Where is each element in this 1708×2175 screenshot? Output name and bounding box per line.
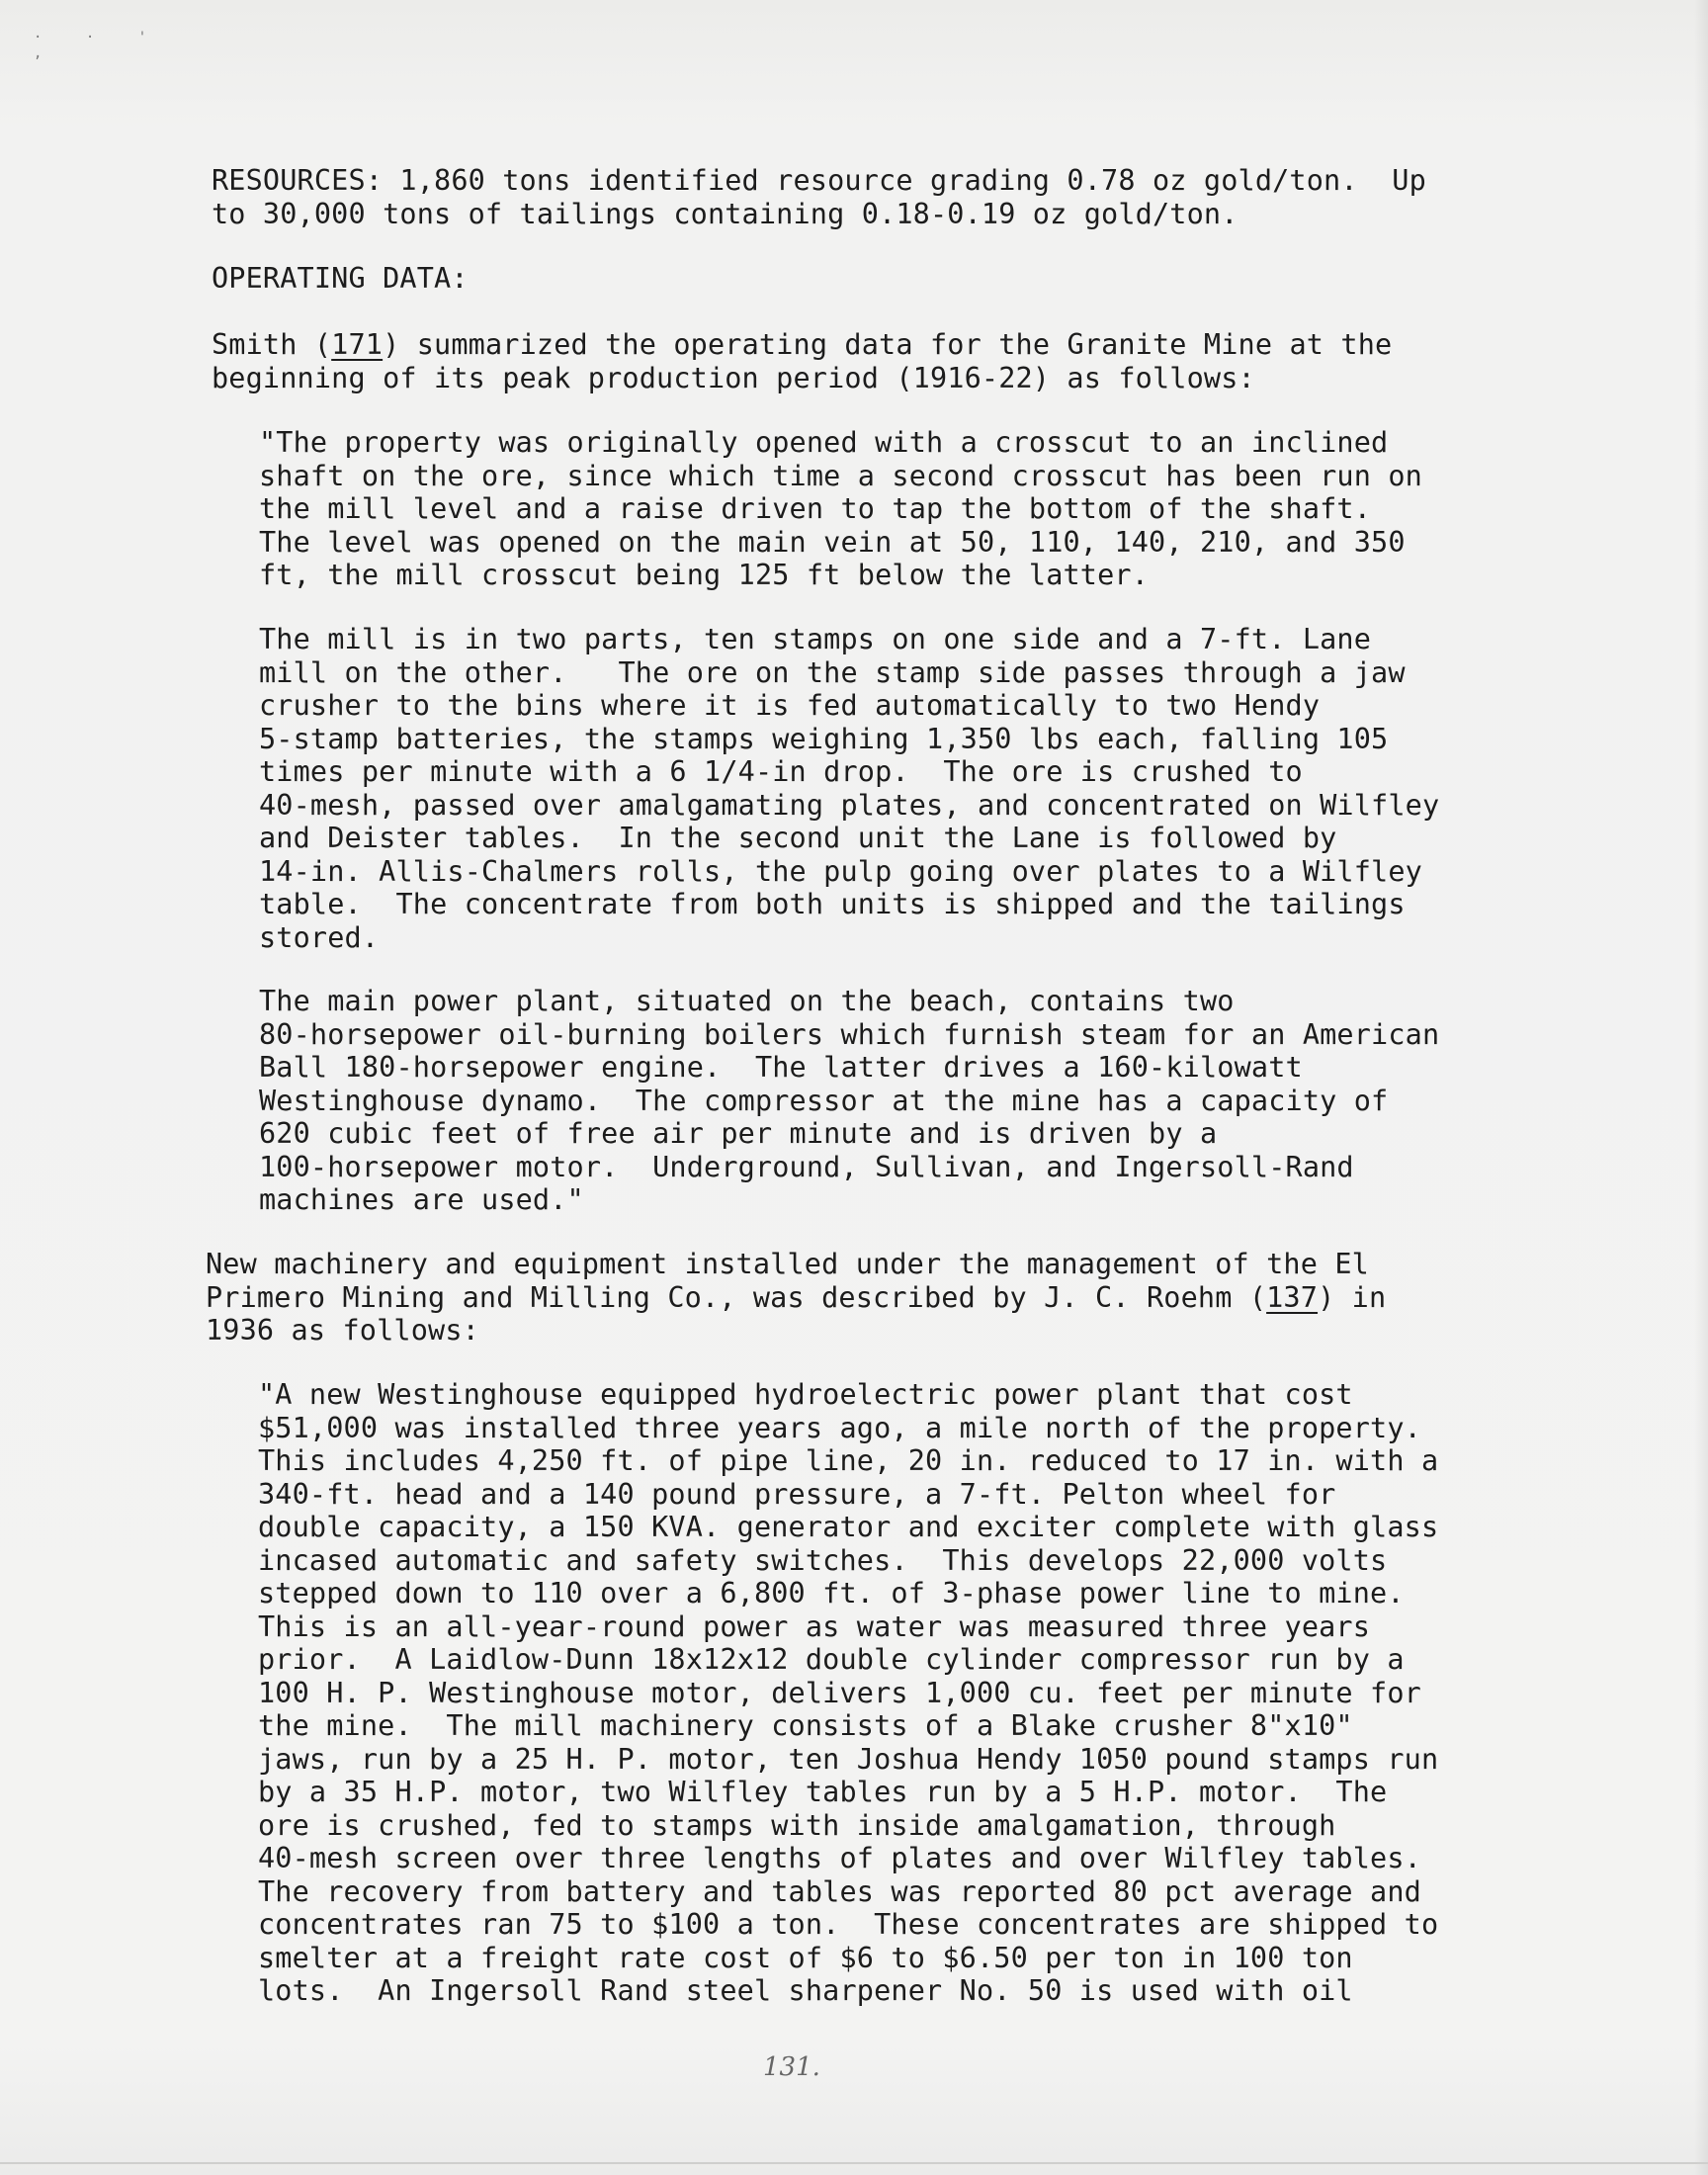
quote1-paragraph-2 bbox=[259, 623, 1439, 954]
roehm-intro-text: 1936 as follows: bbox=[206, 1314, 479, 1347]
quote-line: lots. An Ingersoll Rand steel sharpener No. 50 is used with oil bbox=[258, 1974, 1353, 2007]
roehm-intro-text: New machinery and equipment installed under the management of the El bbox=[206, 1248, 1369, 1280]
smith-intro-text: beginning of its peak production period (1916-22) as follows: bbox=[212, 361, 1255, 394]
quote-line: jaws, run by a 25 H. P. motor, ten Joshua Hendy 1050 pound stamps run bbox=[258, 1742, 1439, 1776]
page-edge-shadow bbox=[1694, 0, 1708, 2175]
smith-intro-paragraph bbox=[212, 328, 1392, 394]
quote-line: crusher to the bins where it is fed automatically to two Hendy bbox=[259, 689, 1321, 722]
quote-line: shaft on the ore, since which time a second crosscut has been run on bbox=[259, 459, 1422, 492]
quote-line: double capacity, a 150 KVA. generator and exciter complete with glass bbox=[258, 1511, 1439, 1543]
quote-line: Westinghouse dynamo. The compressor at the mine has a capacity of bbox=[259, 1084, 1389, 1117]
quote-line: concentrates ran 75 to $100 a ton. These concentrates are shipped to bbox=[258, 1908, 1439, 1941]
quote-line: times per minute with a 6 1/4-in drop. The ore is crushed to bbox=[259, 755, 1303, 788]
quote-line: prior. A Laidlow-Dunn 18x12x12 double cylinder compressor run by a bbox=[258, 1643, 1405, 1676]
quote-line: This is an all-year-round power as water was measured three years bbox=[258, 1610, 1371, 1643]
quote-line: "A new Westinghouse equipped hydroelectric power plant that cost bbox=[258, 1378, 1353, 1411]
quote-line: 14-in. Allis-Chalmers rolls, the pulp going over plates to a Wilfley bbox=[259, 854, 1422, 888]
quote-line: The main power plant, situated on the beach, contains two bbox=[259, 985, 1235, 1017]
resources-paragraph bbox=[212, 164, 1426, 230]
roehm-intro-text: ) in bbox=[1318, 1280, 1387, 1314]
quote-line: 620 cubic feet of free air per minute and is driven by a bbox=[259, 1117, 1218, 1150]
quote2-paragraph bbox=[258, 1378, 1438, 2008]
resources-line: to 30,000 tons of tailings containing 0.18-0.19 oz gold/ton. bbox=[212, 197, 1238, 230]
quote-line: the mine. The mill machinery consists of a Blake crusher 8"x10" bbox=[258, 1709, 1353, 1742]
quote-line: the mill level and a raise driven to tap the bottom of the shaft. bbox=[259, 492, 1372, 525]
smith-intro-text: ) summarized the operating data for the Granite Mine at the bbox=[383, 328, 1393, 361]
reference-137: 137 bbox=[1266, 1280, 1319, 1314]
quote-line: 40-mesh, passed over amalgamating plates, and concentrated on Wilfley bbox=[259, 788, 1440, 822]
quote-line: 80-horsepower oil-burning boilers which furnish steam for an American bbox=[259, 1017, 1440, 1051]
quote-line: Ball 180-horsepower engine. The latter drives a 160-kilowatt bbox=[259, 1051, 1303, 1084]
quote1-paragraph-1 bbox=[259, 426, 1422, 592]
quote-line: machines are used." bbox=[259, 1183, 584, 1216]
quote-line: table. The concentrate from both units is shipped and the tailings bbox=[259, 888, 1406, 920]
quote-line: The level was opened on the main vein at 50, 110, 140, 210, and 350 bbox=[259, 525, 1406, 559]
quote-line: 340-ft. head and a 140 pound pressure, a 7-ft. Pelton wheel for bbox=[258, 1477, 1336, 1511]
quote-line: and Deister tables. In the second unit the Lane is followed by bbox=[259, 822, 1337, 854]
quote-line: 40-mesh screen over three lengths of plates and over Wilfley tables. bbox=[258, 1842, 1421, 1874]
quote-line: mill on the other. The ore on the stamp side passes through a jaw bbox=[259, 655, 1406, 689]
roehm-intro-text: Primero Mining and Milling Co., was described by J. C. Roehm ( bbox=[206, 1280, 1267, 1314]
quote-line: The recovery from battery and tables was reported 80 pct average and bbox=[258, 1874, 1421, 1908]
margin-specks: · · ' , bbox=[34, 30, 165, 61]
reference-171: 171 bbox=[331, 328, 384, 361]
quote-line: smelter at a freight rate cost of $6 to $6.50 per ton in 100 ton bbox=[258, 1941, 1353, 1974]
quote-line: $51,000 was installed three years ago, a mile north of the property. bbox=[258, 1411, 1421, 1444]
scan-bottom-edge bbox=[0, 2162, 1708, 2164]
quote-line: stored. bbox=[259, 920, 380, 954]
quote-line: The mill is in two parts, ten stamps on one side and a 7-ft. Lane bbox=[259, 623, 1372, 655]
smith-intro-text: Smith ( bbox=[212, 328, 332, 361]
operating-data-heading: OPERATING DATA: bbox=[212, 262, 469, 295]
quote1-paragraph-3 bbox=[259, 985, 1439, 1217]
roehm-intro-paragraph bbox=[206, 1248, 1386, 1348]
quote-line: 100 H. P. Westinghouse motor, delivers 1,000 cu. feet per minute for bbox=[258, 1676, 1421, 1709]
quote-line: "The property was originally opened with a crosscut to an inclined bbox=[259, 426, 1389, 459]
resources-line: RESOURCES: 1,860 tons identified resource grading 0.78 oz gold/ton. Up bbox=[212, 164, 1426, 197]
quote-line: ft, the mill crosscut being 125 ft below the latter. bbox=[259, 559, 1150, 591]
quote-line: by a 35 H.P. motor, two Wilfley tables run by a 5 H.P. motor. The bbox=[258, 1776, 1388, 1808]
quote-line: This includes 4,250 ft. of pipe line, 20 in. reduced to 17 in. with a bbox=[258, 1444, 1439, 1477]
quote-line: 5-stamp batteries, the stamps weighing 1,350 lbs each, falling 105 bbox=[259, 722, 1389, 755]
quote-line: stepped down to 110 over a 6,800 ft. of 3-phase power line to mine. bbox=[258, 1577, 1405, 1610]
quote-line: 100-horsepower motor. Underground, Sullivan, and Ingersoll-Rand bbox=[259, 1150, 1354, 1183]
page-number: 131. bbox=[763, 2052, 820, 2082]
quote-line: ore is crushed, fed to stamps with inside amalgamation, through bbox=[258, 1808, 1336, 1842]
quote-line: incased automatic and safety switches. This develops 22,000 volts bbox=[258, 1543, 1388, 1577]
